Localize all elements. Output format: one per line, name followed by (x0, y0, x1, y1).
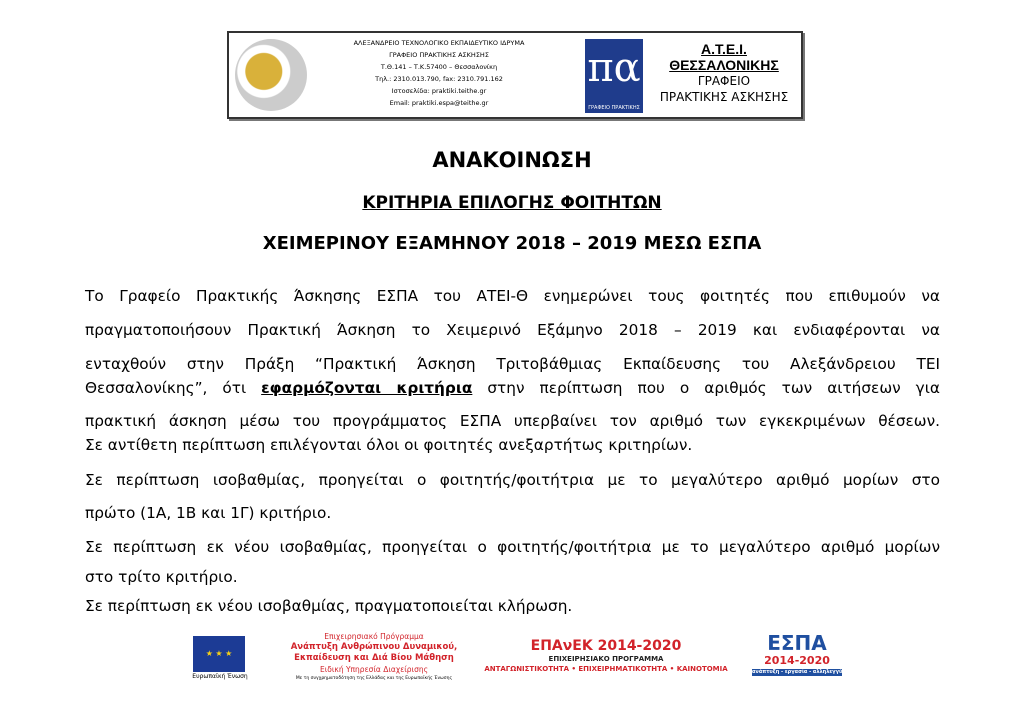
eu-caption: Ευρωπαϊκή Ένωση (192, 673, 248, 680)
emphasis-criteria: εφαρμόζονται κριτήρια (261, 379, 473, 397)
institution-name-block (649, 41, 799, 105)
subtitle: ΚΡΙΤΗΡΙΑ ΕΠΙΛΟΓΗΣ ΦΟΙΤΗΤΩΝ (362, 193, 662, 213)
office-line: ΠΡΑΚΤΙΚΗΣ ΑΣΚΗΣΗΣ (659, 90, 789, 104)
address-line: ΑΛΕΞΑΝΔΡΕΙΟ ΤΕΧΝΟΛΟΓΙΚΟ ΕΚΠΑΙΔΕΥΤΙΚΟ ΙΔΡΥΜΑ (353, 39, 525, 47)
eu-flag-logo: ★ ★ ★ (193, 636, 245, 672)
logo-mark: πα (587, 45, 641, 91)
subtitle-period: ΧΕΙΜΕΡΙΝΟΥ ΕΞΑΜΗΝΟΥ 2018 – 2019 ΜΕΣΩ ΕΣΠΑ (262, 233, 762, 254)
op-line: Εκπαίδευση και Διά Βίου Μάθηση (294, 653, 454, 663)
address-line: Τ.Θ.141 – Τ.Κ.57400 – Θεσσαλονίκη (380, 63, 498, 71)
institution-seal-logo (235, 39, 307, 111)
espa-tagline: ανάπτυξη - εργασία - αλληλεγγύη (752, 669, 846, 675)
office-line: ΓΡΑΦΕΙΟ (697, 74, 751, 88)
body-line: Σε αντίθετη περίπτωση επιλέγονται όλοι οι φοιτητές ανεξαρτήτως κριτηρίων. (85, 436, 693, 454)
body-line: ενταχθούν στην Πράξη “Πρακτική Άσκηση Τριτοβάθμιας Εκπαίδευσης του Αλεξάνδρειου ΤΕΙ (85, 355, 940, 373)
espa-years: 2014-2020 (764, 654, 830, 667)
espa-logo (752, 631, 846, 676)
body-line: πραγματοποιήσουν Πρακτική Άσκηση το Χειμερινό Εξάμηνο 2018 – 2019 και ενδιαφέρονται να (85, 321, 940, 339)
epanek-subtitle: ΕΠΙΧΕΙΡΗΣΙΑΚΟ ΠΡΟΓΡΑΜΜΑ (548, 655, 664, 663)
internship-office-logo (585, 39, 643, 113)
op-line: Με τη συγχρηματοδότηση της Ελλάδας και της Ευρωπαϊκής Ένωσης (295, 676, 453, 681)
letterhead (227, 31, 803, 119)
espa-title: ΕΣΠΑ (767, 631, 827, 655)
body-line: Το Γραφείο Πρακτικής Άσκησης ΕΣΠΑ του ΑΤΕΙ-Θ ενημερώνει τους φοιτητές που επιθυμούν να (85, 287, 940, 305)
body-line: στο τρίτο κριτήριο. (85, 568, 238, 586)
institution-name: Α.Τ.Ε.Ι. ΘΕΣΣΑΛΟΝΙΚΗΣ (669, 41, 779, 73)
text: στην περίπτωση που ο αριθμός των αιτήσεων για (487, 379, 940, 397)
op-line: Επιχειρησιακό Πρόγραμμα (324, 632, 424, 641)
body-line: Σε περίπτωση εκ νέου ισοβαθμίας, πραγματοποιείται κλήρωση. (85, 597, 573, 615)
body-line: Σε περίπτωση εκ νέου ισοβαθμίας, προηγείται ο φοιτητής/φοιτήτρια με το μεγαλύτερο αριθμό μορίων (85, 538, 940, 556)
address-block (324, 37, 554, 109)
body-line (85, 378, 940, 398)
body-line: πρώτο (1Α, 1Β και 1Γ) κριτήριο. (85, 504, 332, 522)
address-line: Ιστοσελίδα: praktiki.teithe.gr (391, 87, 487, 95)
op-line: Ειδική Υπηρεσία Διαχείρισης (320, 665, 428, 674)
address-line: Τηλ.: 2310.013.790, fax: 2310.791.162 (375, 75, 503, 83)
address-line: ΓΡΑΦΕΙΟ ΠΡΑΚΤΙΚΗΣ ΑΣΚΗΣΗΣ (389, 51, 489, 59)
text: Θεσσαλονίκης”, ότι (85, 379, 247, 397)
address-line: Email: praktiki.espa@teithe.gr (389, 99, 489, 107)
epanek-title: ΕΠΑνΕΚ 2014-2020 (530, 638, 682, 654)
body-line: Σε περίπτωση ισοβαθμίας, προηγείται ο φοιτητής/φοιτήτρια με το μεγαλύτερο αριθμό μορίων στο (85, 471, 940, 489)
epanek-tagline: ΑΝΤΑΓΩΝΙΣΤΙΚΟΤΗΤΑ • ΕΠΙΧΕΙΡΗΜΑΤΙΚΟΤΗΤΑ • ΚΑΙΝΟΤΟΜΙΑ (484, 665, 728, 673)
body-line: πρακτική άσκηση μέσω του προγράμματος ΕΣΠΑ υπερβαίνει τον αριθμό των εγκεκριμένων θέσεων. (85, 412, 940, 430)
logo-caption: ΓΡΑΦΕΙΟ ΠΡΑΚΤΙΚΗΣ (588, 105, 640, 111)
operational-programme-logo (278, 631, 470, 682)
op-line: Ανάπτυξη Ανθρώπινου Δυναμικού, (290, 642, 458, 652)
page-title: ΑΝΑΚΟΙΝΩΣΗ (432, 148, 592, 172)
epanek-logo (476, 638, 736, 674)
